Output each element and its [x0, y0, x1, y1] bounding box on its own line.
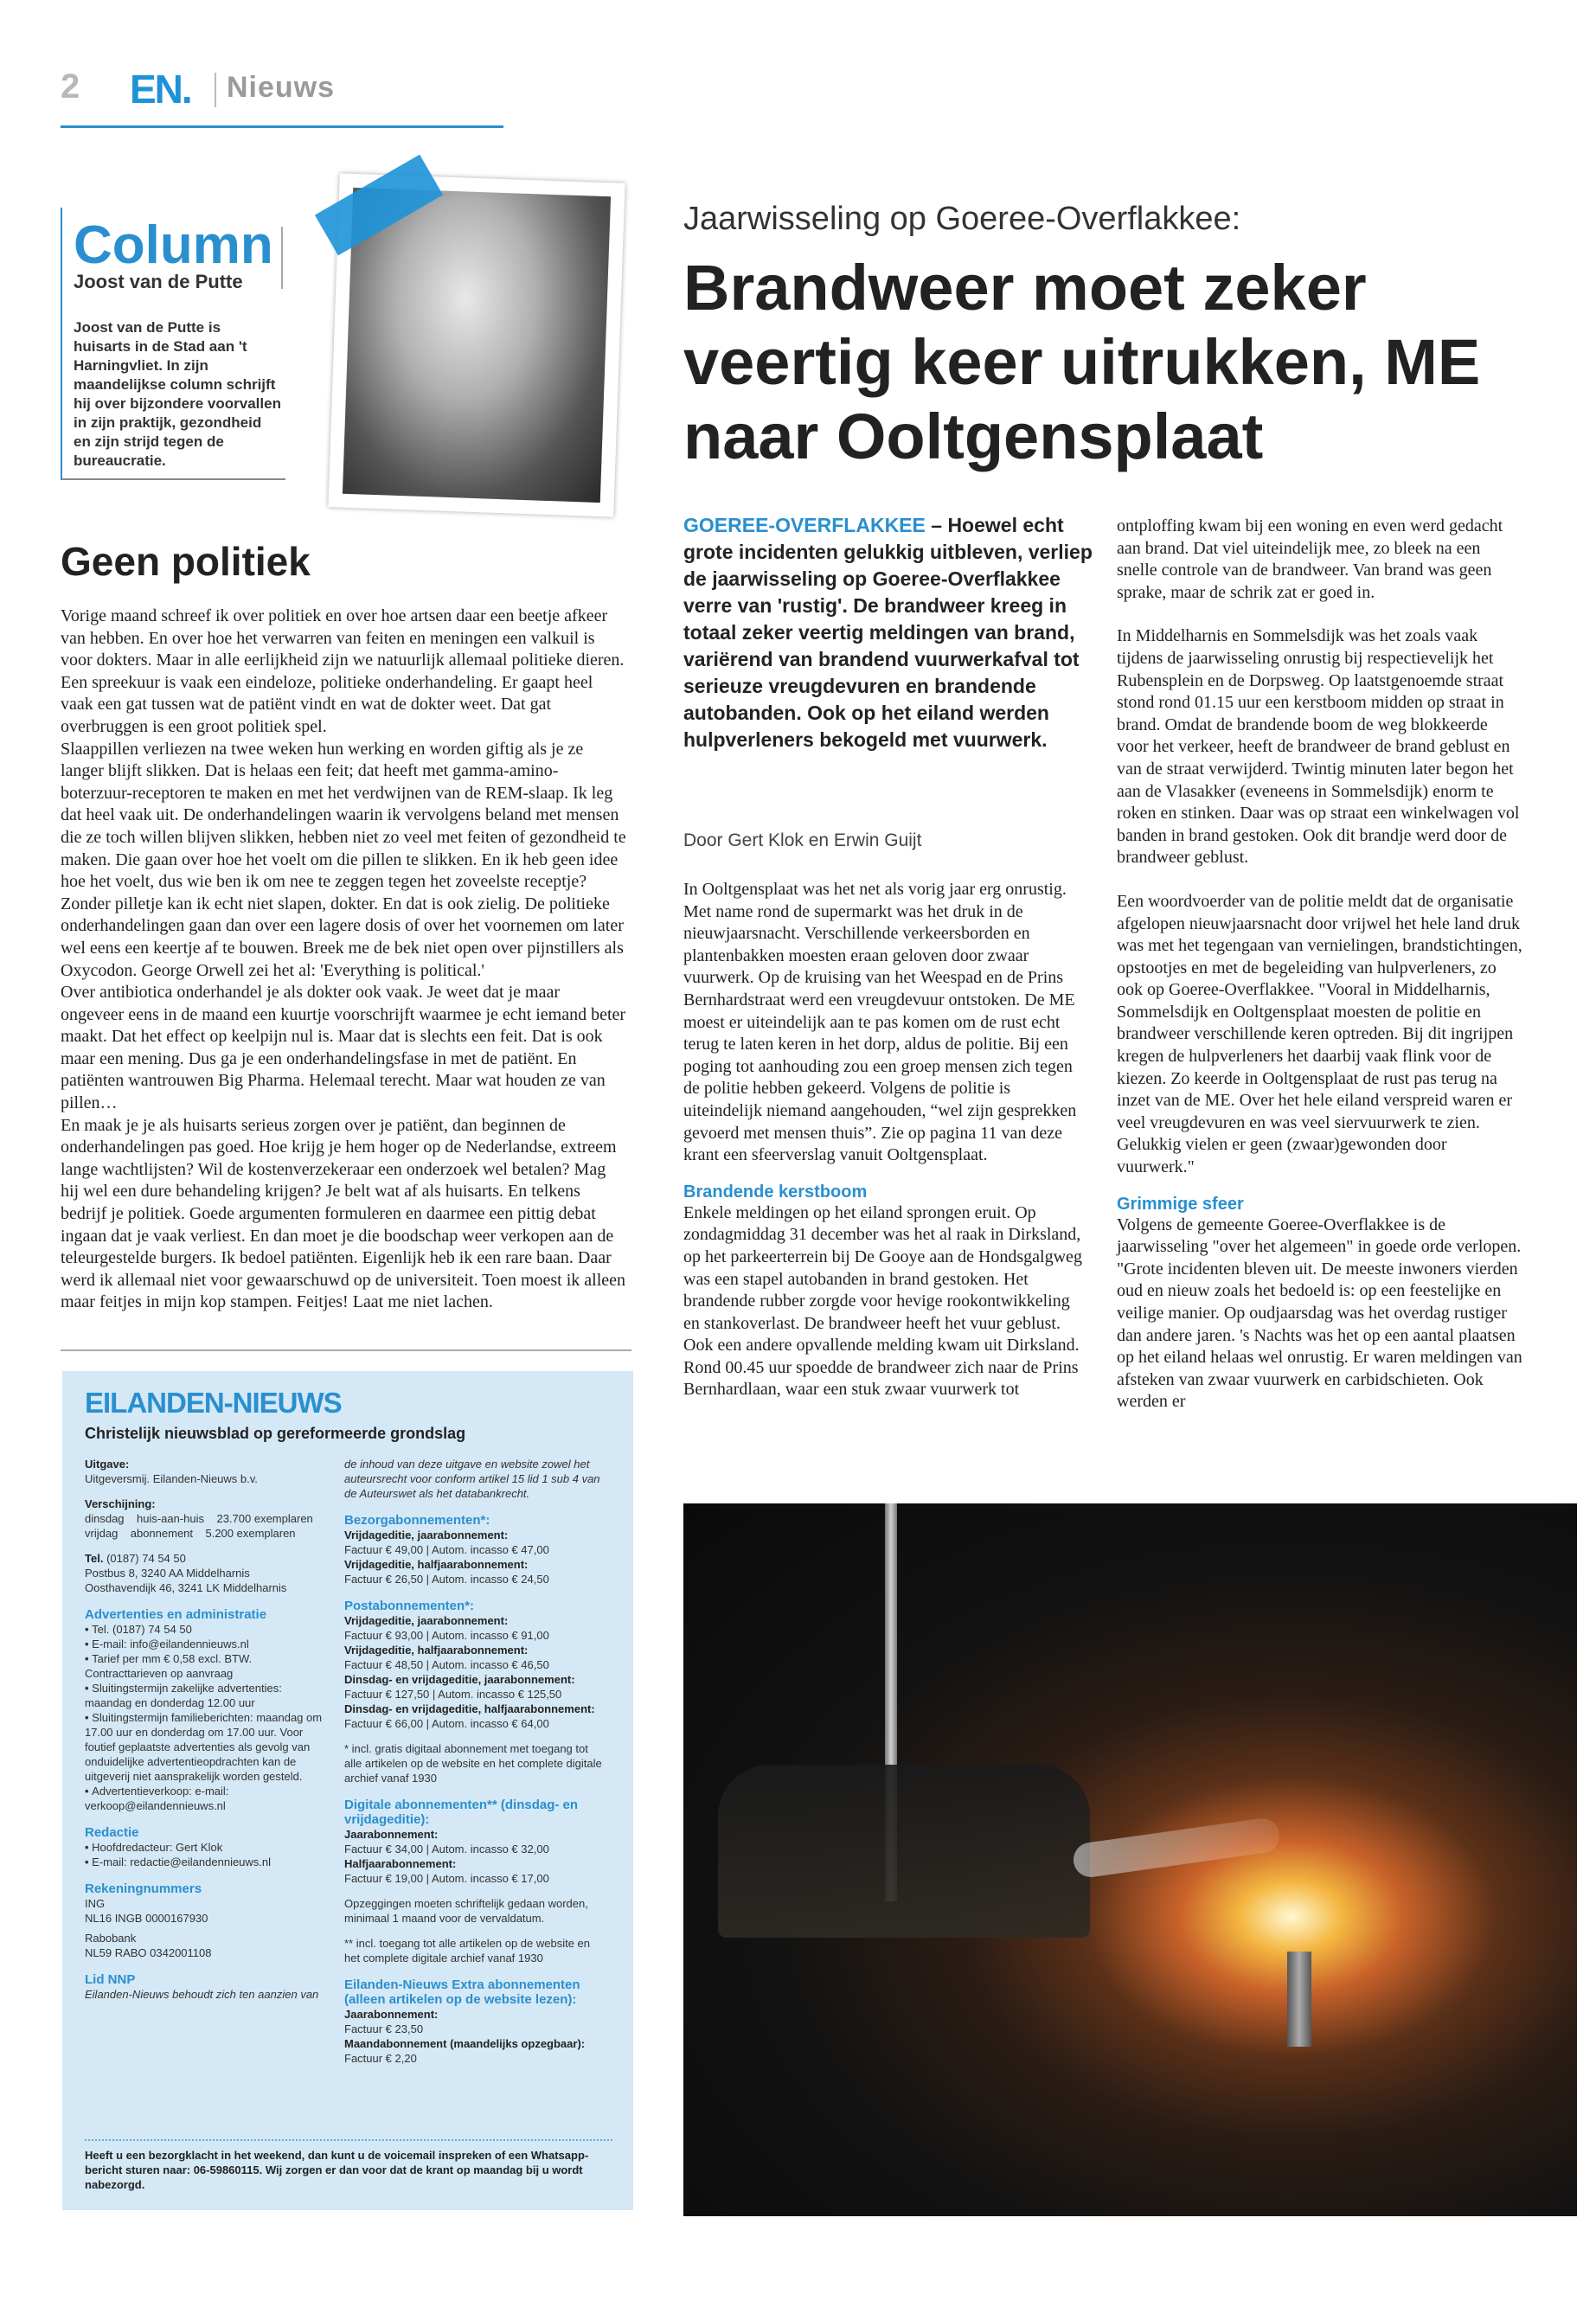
digital-note: ** incl. toegang tot alle artikelen op de website en het complete digitale archief vanaf 1930	[344, 1937, 591, 1965]
advertising-list	[85, 1622, 329, 1813]
column-bio: Joost van de Putte is huisarts in de Stad aan 't Harningvliet. In zijn maandelijkse column schrijft hij over bijzondere voorvallen in zijn praktijk, gezondheid en zijn strijd tegen de bureaucratie.	[74, 319, 281, 469]
price-value: Factuur € 26,50 | Autom. incasso € 24,50	[344, 1573, 549, 1586]
price-label: Vrijdageditie, halfjaarabonnement:	[344, 1558, 529, 1571]
lead-text: – Hoewel echt grote incidenten gelukkig uitbleven, verliep de jaarwisseling op Goeree-Overflakkee verre van 'rustig'. De brandweer kreeg in totaal zeker veertig meldingen van brand, variërend van brandend vuurwerkafval tot serieuze vreugdevuren en brandende autobanden. Ook op het eiland werden hulpverleners bekogeld met vuurwerk.	[683, 514, 1093, 751]
column-paragraph: Slaappillen verliezen na twee weken hun werking en worden giftig als je ze langer blijft slikken. Dat is helaas een feit; dat heeft met gamma-amino-boterzuur-receptoren te maken en met het verdwijnen van de REM-slaap. Ik leg dat heel vaak uit. De onderhandelingen waarin ik vervolgens beland met mensen die ze toch willen blijven slikken, hebben niet zo veel met feiten of gezondheid te maken. Die gaan over hoe het voelt om die pillen te slikken. En ik heb geen idee hoe het voelt, dus wie ben ik om nee te zeggen tegen het zoveelste receptje? Zonder pilletje kan ik echt niet slapen, dokter. En dat is ook zielig. De politieke onderhandelingen gaan dan over een lagere dosis of over het voornemen om later wel eens een keertje af te bouwen. Breek me de bek niet open over pijnstillers als Oxycodon. George Orwell zei het al: 'Everything is political.'	[61, 739, 626, 980]
redactie-item: • E-mail: redactie@eilandennieuws.nl	[85, 1855, 329, 1869]
address-line: Oosthavendijk 46, 3241 LK Middelharnis	[85, 1581, 287, 1594]
article-paragraph: Enkele meldingen op het eiland sprongen eruit. Op zondagmiddag 31 december was het al raak in Dirksland, op het parkeerterrein bij De Gooye aan de Hondsgalgweg was een stapel autobanden in brand gestoken. Het brandende rubber zorgde voor hevige rookontwikkeling en stankoverlast. De brandweer heeft het vuur geblust. Ook een andere opvallende melding kwam uit Dirksland. Rond 00.45 uur spoedde de brandweer zich naar de Prins Bernhardlaan, waar een stuk zwaar vuurwerk tot	[683, 1202, 1082, 1400]
extra-heading: Eilanden-Nieuws Extra abonnementen (alleen artikelen op de website lezen):	[344, 1977, 580, 2007]
tel-label: Tel.	[85, 1552, 104, 1565]
article-lead	[683, 512, 1094, 753]
bank-line: NL59 RABO 0342001108	[85, 1946, 212, 1959]
redactie-item: • Hoofdredacteur: Gert Klok	[85, 1840, 329, 1855]
complaint-footer: Heeft u een bezorgklacht in het weekend, dan kunt u de voicemail inspreken of een Whatsapp-bericht sturen naar: 06-59860115. Wij zorgen er dan voor dat de krant op maandag bij u wordt nabezorgd.	[85, 2139, 612, 2192]
article-headline: Brandweer moet zeker veertig keer uitrukken, ME naar Ooltgensplaat	[683, 252, 1481, 472]
price-label: Vrijdageditie, jaarabonnement:	[344, 1614, 509, 1627]
price-value: Factuur € 23,50	[344, 2022, 424, 2035]
nnp-text: Eilanden-Nieuws behoudt zich ten aanzien van	[85, 1988, 319, 2001]
colophon	[62, 1371, 633, 2210]
article-byline: Door Gert Klok en Erwin Guijt	[683, 830, 922, 850]
header-rule	[61, 125, 503, 128]
redactie-list	[85, 1840, 329, 1869]
colophon-col-right	[344, 1457, 604, 2066]
price-label: Jaarabonnement:	[344, 1828, 439, 1841]
subheading-sfeer: Grimmige sfeer	[1117, 1194, 1244, 1214]
bank-line: NL16 INGB 0000167930	[85, 1912, 208, 1925]
price-label: Maandabonnement (maandelijks opzegbaar):	[344, 2037, 586, 2050]
column-divider	[281, 227, 283, 289]
column-paragraph: Vorige maand schreef ik over politiek en over hoe artsen daar een beetje afkeer van hebben. En over hoe het verwarren van feiten en meningen een valkuil is voor dokters. Maar in alle eerlijkheid zijn we natuurlijk allemaal politieke dieren. Een spreekuur is vaak een eindeloze, politieke onderhandeling. Er gaapt heel vaak een gat tussen wat de patiënt vindt en wat de dokter weet. Dat gat overbruggen is een groot politiek spel.	[61, 606, 625, 736]
verschijning-line: dinsdag huis-aan-huis 23.700 exemplaren	[85, 1512, 313, 1525]
advertising-item: • Tarief per mm € 0,58 excl. BTW. Contracttarieven op aanvraag	[85, 1651, 329, 1681]
column-author: Joost van de Putte	[74, 271, 243, 292]
price-value: Factuur € 19,00 | Autom. incasso € 17,00	[344, 1872, 549, 1885]
tel-number: (0187) 74 54 50	[106, 1552, 186, 1565]
article-kicker: Jaarwisseling op Goeree-Overflakkee:	[683, 201, 1241, 237]
advertising-item: • Tel. (0187) 74 54 50	[85, 1622, 329, 1637]
column-rule	[61, 1349, 631, 1351]
article-paragraph: Een woordvoerder van de politie meldt dat de organisatie afgelopen nieuwjaarsnacht door vrijwel het hele land druk was met het tegengaan van vernielingen, brandstichtingen, opstootjes en met de begeleiding van hulpverleners, zo ook op Goeree-Overflakkee. "Vooral in Middelharnis, Sommelsdijk en Ooltgensplaat moesten de politie en brandweer verschillende keren optreden. Bij dit ingrijpen kregen de hulpverleners het daarbij vaak flink voor de kiezen. Zo keerde in Ooltgensplaat de rust pas terug na inzet van de ME. Over het hele eiland verspreid waren er veel vreugdevuren en was veel siervuurwerk te zien. Gelukkig vielen er geen (zwaar)gewonden door vuurwerk."	[1117, 891, 1522, 1177]
price-value: Factuur € 127,50 | Autom. incasso € 125,50	[344, 1688, 562, 1701]
article-paragraph: Volgens de gemeente Goeree-Overflakkee is de jaarwisseling "over het algemeen" in goede orde verlopen. "Grote incidenten bleven uit. De meeste inwoners vierden oud en nieuw zoals het bedoeld is: op een feestelijke en veilige manier. Op oudjaarsdag was het overdag rustiger dan andere jaren. 's Nachts was het op een aantal plaatsen op het eiland helaas wel onrustig. Er waren meldingen van afsteken van zwaar vuurwerk en carbidschieten. Ook werden er	[1117, 1215, 1522, 1412]
nnp-heading: Lid NNP	[85, 1972, 136, 1987]
bank-line: Rabobank	[85, 1932, 137, 1945]
price-value: Factuur € 66,00 | Autom. incasso € 64,00	[344, 1717, 549, 1730]
column-heading: Geen politiek	[61, 539, 311, 584]
header-divider	[215, 73, 216, 107]
price-label: Jaarabonnement:	[344, 2008, 439, 2021]
price-value: Factuur € 2,20	[344, 2052, 417, 2065]
colophon-subtitle: Christelijk nieuwsblad op gereformeerde grondslag	[85, 1425, 466, 1442]
advertising-item: • E-mail: info@eilandennieuws.nl	[85, 1637, 329, 1651]
page-number: 2	[61, 67, 80, 106]
advertising-item: • Advertentieverkoop: e-mail: verkoop@eilandennieuws.nl	[85, 1784, 329, 1813]
address-line: Postbus 8, 3240 AA Middelharnis	[85, 1567, 250, 1580]
price-label: Halfjaarabonnement:	[344, 1857, 457, 1870]
article-paragraph: In Middelharnis en Sommelsdijk was het zoals vaak tijdens de jaarwisseling onrustig bij respectievelijk het Rubensplein en de Dorpsweg. Op laatstgenoemde straat stond rond 01.15 uur een kerstboom midden op straat in brand. Omdat de brandende boom de weg blokkeerde voor het verkeer, heeft de brandweer de brand geblust en van de straat verwijderd. Twintig minuten later begon het aan de Vlasakker (eveneens in Sommelsdijk) enorm te roken en stinken. Daar was op straat een winkelwagen vol banden in brand gestoken. Ook dit brandje werd door de brandweer geblust.	[1117, 626, 1520, 868]
lead-location: GOEREE-OVERFLAKKEE	[683, 514, 926, 536]
article-paragraph: In Ooltgensplaat was het net als vorig jaar erg onrustig. Met name rond de supermarkt was het druk in de nieuwjaarsnacht. Verschillende verkeersborden en plantenbakken moesten eraan geloven door zwaar vuurwerk. Op de kruising van het Weespad en de Prins Bernhardstraat werd een vreugdevuur ontstoken. De ME moest er uiteindelijk aan te pas komen om de rust echt terug te laten keren in het dorp, aldus de politie. Bij een poging tot aanhouding zou een groep mensen zich tegen de politie hebben gekeerd. Volgens de politie is uiteindelijk niemand aangehouden, “wel zijn gesprekken gevoerd met mensen thuis”. Zie op pagina 11 van deze krant een sfeerverslag vanuit Ooltgensplaat.	[683, 880, 1077, 1165]
redactie-heading: Redactie	[85, 1825, 139, 1840]
post-heading: Postabonnementen*:	[344, 1599, 475, 1613]
rights-text: de inhoud van deze uitgave en website zowel het auteursrecht voor conform artikel 15 lid 1 sub 4 van de Auteurswet als het databankrecht.	[344, 1458, 600, 1500]
newspaper-logo: EN.	[130, 67, 191, 112]
article-column-1	[683, 879, 1090, 1401]
price-label: Dinsdag- en vrijdageditie, jaarabonnement:	[344, 1673, 575, 1686]
uitgave-heading: Uitgave:	[85, 1458, 130, 1471]
bezorg-heading: Bezorgabonnementen*:	[344, 1513, 490, 1528]
bollard	[1287, 1952, 1311, 2047]
bank-heading: Rekeningnummers	[85, 1881, 202, 1896]
column-paragraph: Over antibiotica onderhandel je als dokter ook vaak. Je weet dat je maar ongeveer eens in de maand een kuurtje voorschrijft waarmee je echt iemand beter maakt. Dat het effect op keelpijn nul is. Maar dat is slechts een feit. Dat is ook maar een mening. Dus ga je een onderhandelingsfase in met de patiënt. En patiënten wantrouwen Big Pharma. Helemaal terecht. Maar wat houden ze van pillen…	[61, 983, 626, 1113]
subheading-kerstboom: Brandende kerstboom	[683, 1182, 868, 1202]
verschijning-line: vrijdag abonnement 5.200 exemplaren	[85, 1527, 296, 1540]
colophon-logo: EILANDEN-NIEUWS	[85, 1387, 342, 1419]
digital-heading: Digitale abonnementen** (dinsdag- en vrijdageditie):	[344, 1798, 579, 1827]
verschijning-heading: Verschijning:	[85, 1497, 156, 1510]
cancel-note: Opzeggingen moeten schriftelijk gedaan worden, minimaal 1 maand voor de vervaldatum.	[344, 1897, 588, 1925]
column-paragraph: En maak je je als huisarts serieus zorgen over je patiënt, dan beginnen de onderhandelingen pas goed. Hoe krijg je hem hoger op de Nederlandse, extreem lange wachtlijsten? Wil de kostenverzekeraar een onderzoek wel betalen? Mag hij wel een dure behandeling krijgen? Je belt wat af als huisarts. En telkens bedrijf je politiek. Goede argumenten formuleren en daarmee een pittig debat ingaan dat je vaak verliest. En dan moet je die boodschap weer verkopen aan de teleurgestelde burgers. Ik bedoel patiënten. Eigenlijk heb ik een rare baan. Daar werd ik allemaal niet voor gewaarschuwd op de universiteit. Toen moest ik alleen maar feitjes in mijn kop stampen. Feitjes! Laat me niet lachen.	[61, 1115, 626, 1312]
crowd-silhouette	[718, 1765, 1090, 1938]
price-value: Factuur € 48,50 | Autom. incasso € 46,50	[344, 1658, 549, 1671]
advertising-item: • Sluitingstermijn familieberichten: maandag om 17.00 uur en donderdag om 17.00 uur. Voor foutief geplaatste advertenties als gevolg van onduidelijke advertentieopdrachten kan de uitgeverij niet aansprakelijk worden gesteld.	[85, 1710, 329, 1784]
colophon-col-left	[85, 1457, 344, 2066]
section-label: Nieuws	[227, 71, 336, 104]
article-column-2	[1117, 516, 1523, 1413]
price-value: Factuur € 34,00 | Autom. incasso € 32,00	[344, 1843, 549, 1856]
price-label: Dinsdag- en vrijdageditie, halfjaarabonnement:	[344, 1702, 595, 1715]
column-body	[61, 606, 627, 1314]
uitgave-text: Uitgeversmij. Eilanden-Nieuws b.v.	[85, 1472, 258, 1485]
article-paragraph: ontploffing kwam bij een woning en even werd gedacht aan brand. Dat viel uiteindelijk mee, zo bleek na een snelle controle van de brandweer. Van brand was geen sprake, maar de schrik zat er goed in.	[1117, 516, 1503, 602]
advertising-heading: Advertenties en administratie	[85, 1607, 267, 1622]
price-label: Vrijdageditie, halfjaarabonnement:	[344, 1644, 529, 1657]
bank-line: ING	[85, 1897, 106, 1910]
advertising-item: • Sluitingstermijn zakelijke advertenties: maandag en donderdag 12.00 uur	[85, 1681, 329, 1710]
price-value: Factuur € 49,00 | Autom. incasso € 47,00	[344, 1543, 549, 1556]
column-title: Column	[74, 215, 273, 275]
post-note: * incl. gratis digitaal abonnement met toegang tot alle artikelen op de website en het complete digitale archief vanaf 1930	[344, 1742, 602, 1785]
price-value: Factuur € 93,00 | Autom. incasso € 91,00	[344, 1629, 549, 1642]
price-label: Vrijdageditie, jaarabonnement:	[344, 1529, 509, 1541]
